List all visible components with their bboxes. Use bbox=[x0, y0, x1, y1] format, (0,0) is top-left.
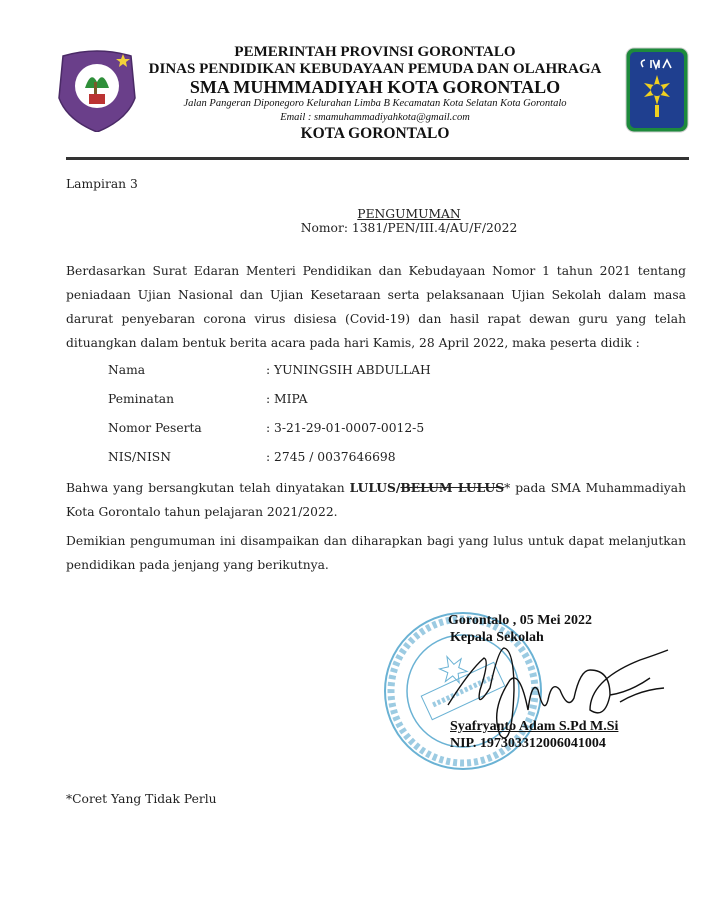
closing-paragraph: Demikian pengumuman ini disampaikan dan diharapkan bagi yang lulus untuk dapat melanjutkan pendidikan pada jenjang yang berikutnya. bbox=[66, 534, 686, 572]
document-title: PENGUMUMAN bbox=[357, 207, 461, 221]
field-value-peminatan: : MIPA bbox=[266, 391, 308, 406]
field-row-nama bbox=[108, 355, 686, 384]
attachment-label: Lampiran 3 bbox=[66, 177, 138, 191]
intro-paragraph: Berdasarkan Surat Edaran Menteri Pendidikan dan Kebudayaan Nomor 1 tahun 2021 tentang peniadaan Ujian Nasional dan Ujian Kesetaraan serta pelaksanaan Ujian Sekolah dalam masa darurat penyebaran corona virus disiesa (Covid-19) dan hasil rapat dewan guru yang telah dituangkan dalam bentuk berita acara pada hari Kamis, 28 April 2022, maka peserta didik : bbox=[66, 264, 686, 350]
field-row-nomor-peserta bbox=[108, 413, 686, 442]
letterhead-divider bbox=[66, 157, 689, 160]
field-value-nama: : YUNINGSIH ABDULLAH bbox=[266, 362, 431, 377]
footnote: *Coret Yang Tidak Perlu bbox=[66, 792, 217, 806]
result-suffix: * pada SMA Muhammadiyah Kota Gorontalo tahun pelajaran 2021/2022. bbox=[66, 481, 687, 519]
result-prefix: Bahwa yang bersangkutan telah dinyatakan bbox=[66, 481, 350, 495]
letterhead-email: Email : smamuhammadiyahkota@gmail.com bbox=[280, 112, 470, 123]
result-paragraph bbox=[66, 476, 686, 524]
letterhead-department: DINAS PENDIDIKAN KEBUDAYAAN PEMUDA DAN OLAHRAGA bbox=[148, 61, 602, 77]
student-fields bbox=[108, 355, 686, 471]
signatory-nip: NIP. 197303312006041004 bbox=[450, 736, 606, 751]
document-number: Nomor: 1381/PEN/III.4/AU/F/2022 bbox=[300, 221, 518, 235]
result-pass: LULUS/ bbox=[349, 480, 401, 495]
field-value-nis: : 2745 / 0037646698 bbox=[266, 449, 396, 464]
field-label-nomor-peserta: Nomor Peserta bbox=[108, 420, 202, 435]
field-label-nama: Nama bbox=[108, 362, 146, 377]
letterhead-address: Jalan Pangeran Diponegoro Kelurahan Limba B Kecamatan Kota Selatan Kota Gorontalo bbox=[183, 98, 567, 109]
field-row-peminatan bbox=[108, 384, 686, 413]
result-fail-struck: BELUM LULUS bbox=[400, 480, 505, 495]
signature-place-date: Gorontalo , 05 Mei 2022 bbox=[448, 613, 593, 628]
letterhead-government: PEMERINTAH PROVINSI GORONTALO bbox=[234, 44, 516, 60]
field-row-nis bbox=[108, 442, 686, 471]
letterhead-city: KOTA GORONTALO bbox=[300, 125, 450, 142]
field-value-nomor-peserta: : 3-21-29-01-0007-0012-5 bbox=[266, 420, 425, 435]
signatory-name: Syafryanto Adam S.Pd M.Si bbox=[450, 719, 619, 734]
letterhead-school: SMA MUHMMADIYAH KOTA GORONTALO bbox=[189, 77, 561, 97]
letter-body bbox=[66, 177, 686, 577]
field-label-nis: NIS/NISN bbox=[108, 449, 171, 464]
field-label-peminatan: Peminatan bbox=[108, 391, 175, 406]
signature-position: Kepala Sekolah bbox=[450, 630, 544, 645]
provinsi-gorontalo-emblem bbox=[57, 48, 137, 132]
sma-muhammadiyah-logo bbox=[625, 47, 689, 133]
